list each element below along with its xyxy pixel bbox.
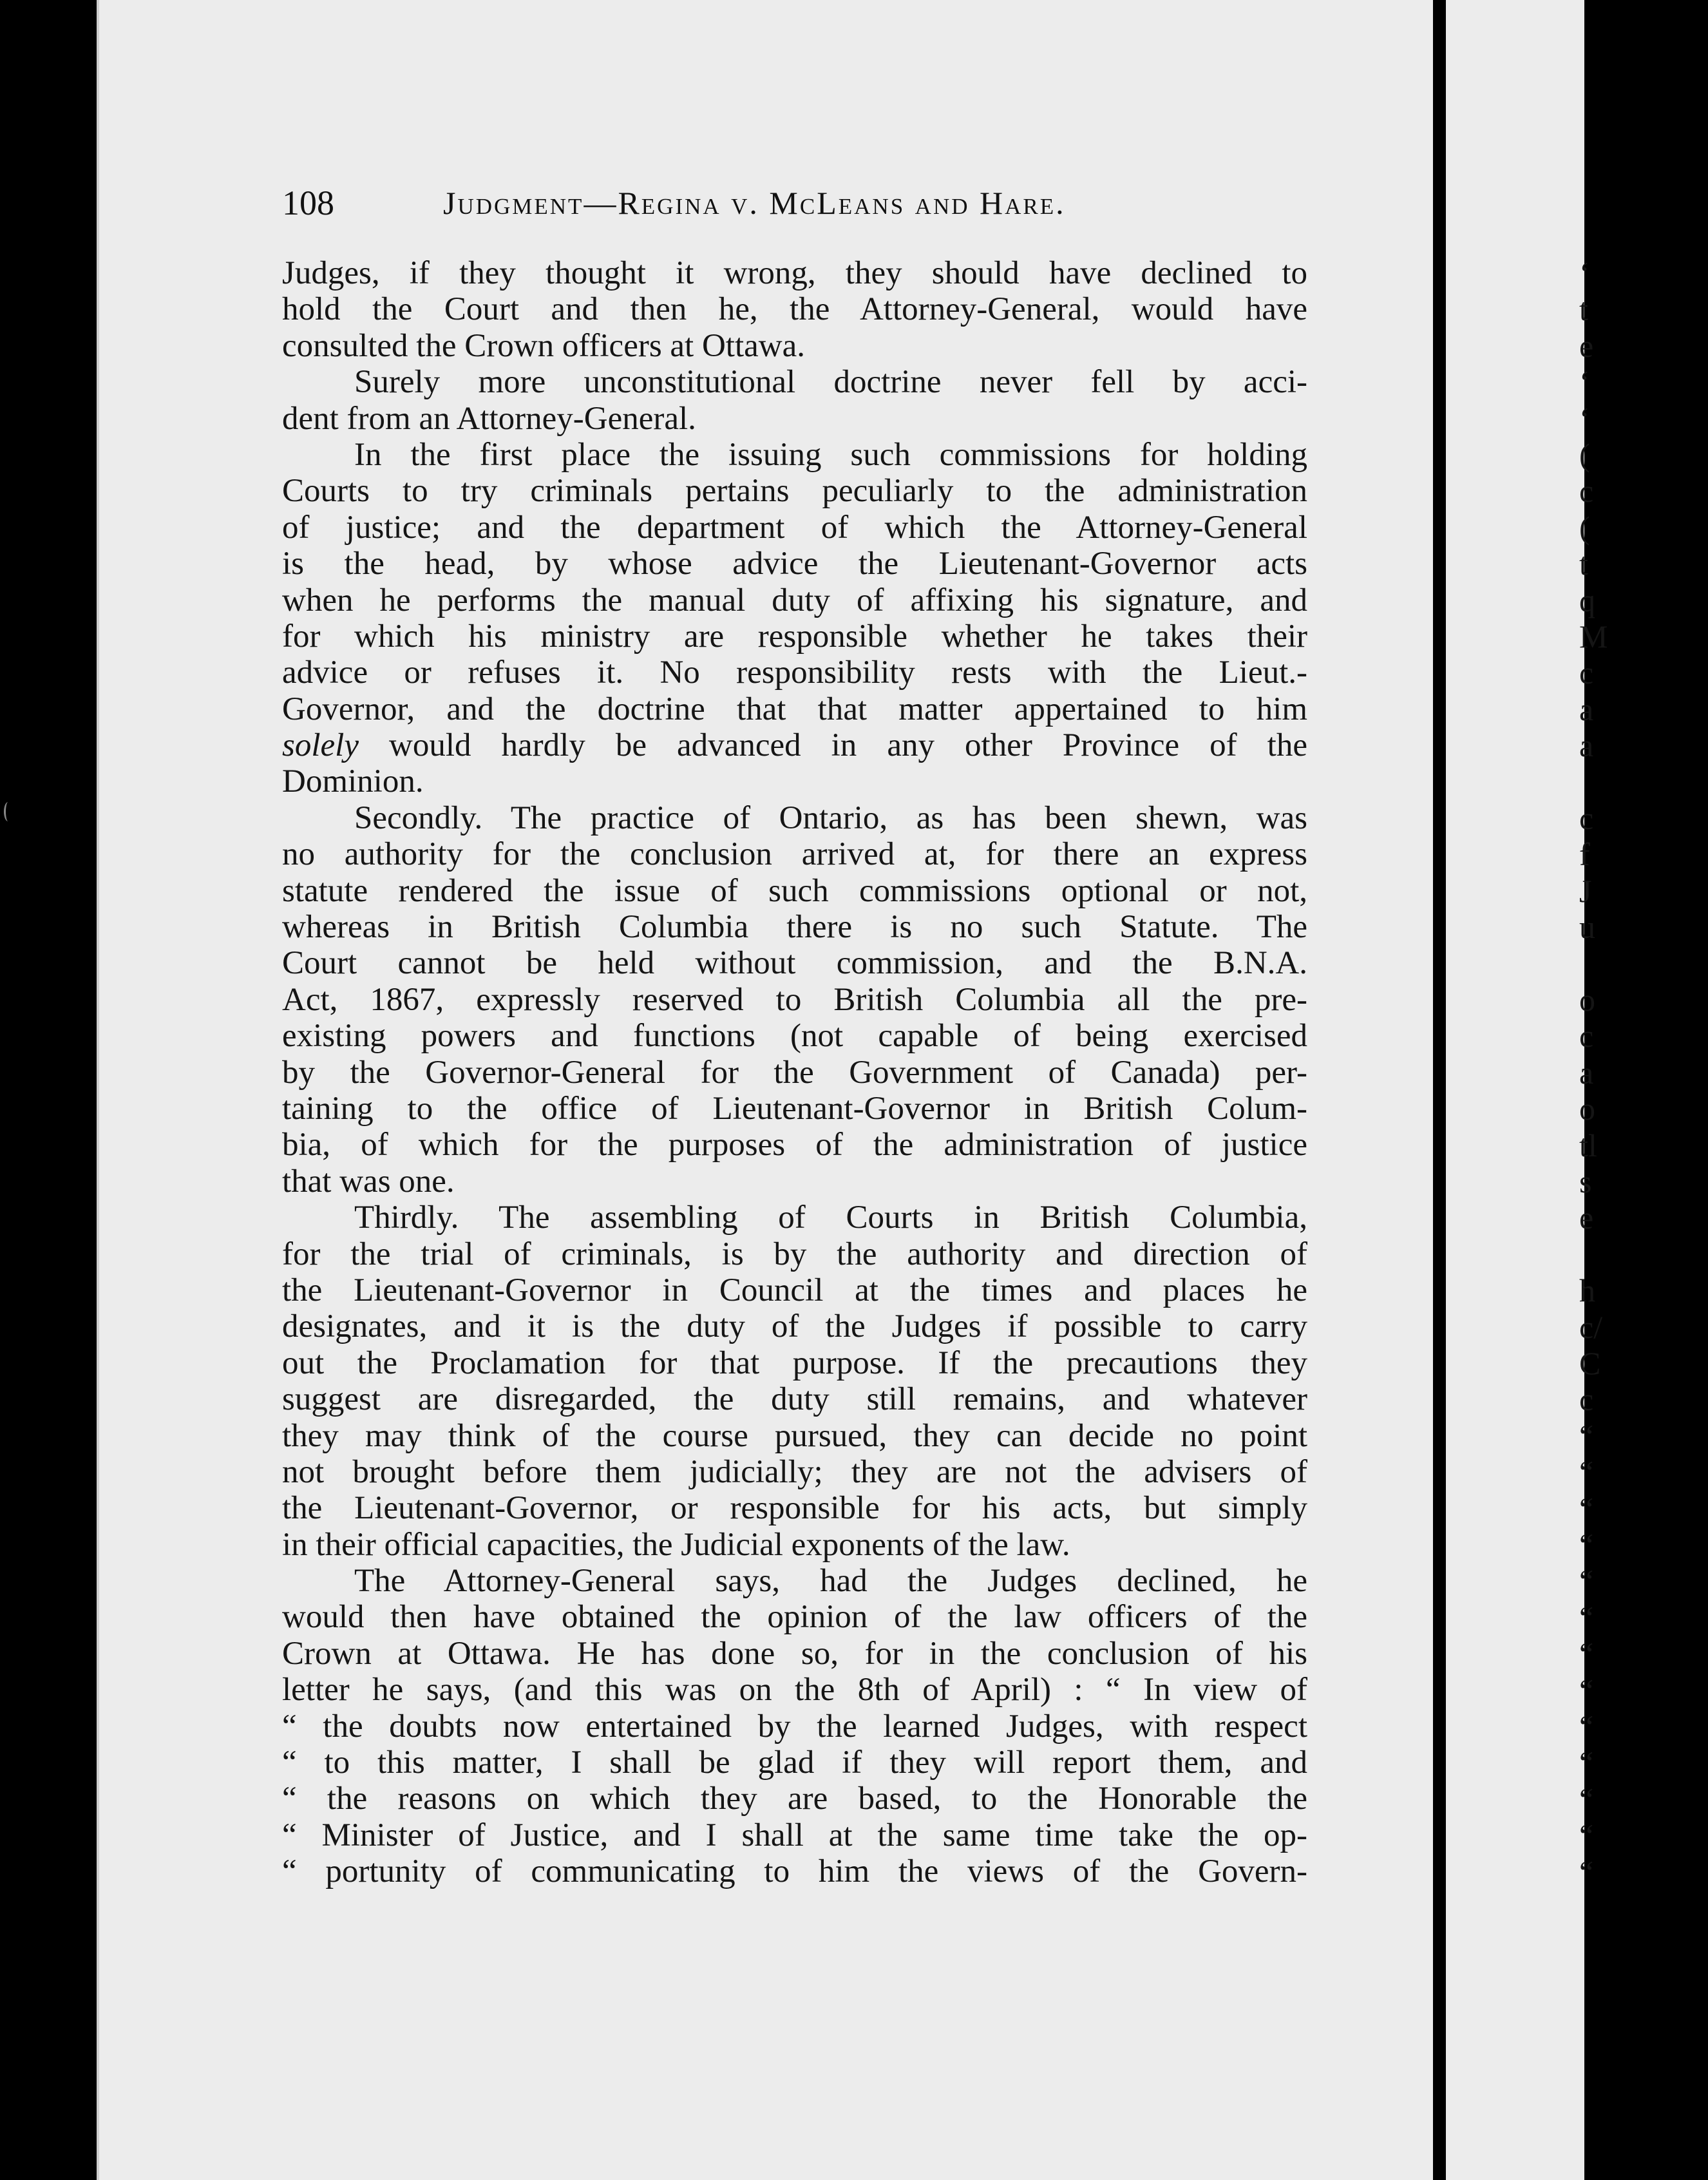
text-line: the Lieutenant-Governor in Council at the times and places he (282, 1272, 1307, 1308)
text-line: “ portunity of communicating to him the views of the Govern- (282, 1853, 1307, 1890)
text-line: for which his ministry are responsible whether he takes their (282, 618, 1307, 655)
facing-page-fragment: ‘ (1579, 400, 1590, 437)
facing-page-fragment: J (1579, 872, 1592, 909)
facing-page-edge (1446, 0, 1584, 2180)
facing-page-fragment: “ (1579, 1636, 1594, 1672)
text-line: Courts to try criminals pertains peculiarly to the administration (282, 473, 1307, 510)
facing-page-fragment: “ (1579, 1563, 1594, 1600)
facing-page-fragment: o (1579, 982, 1595, 1018)
text-line: they may think of the course pursued, they can decide no point (282, 1417, 1307, 1454)
facing-page-fragment: a (1579, 691, 1594, 727)
facing-page-fragment: a (1579, 1054, 1594, 1091)
text-line: not brought before them judicially; they are not the advisers of (282, 1453, 1307, 1490)
facing-page-fragment: q (1579, 582, 1595, 618)
facing-page-fragment: ( (1579, 509, 1590, 546)
text-line: consulted the Crown officers at Ottawa. (282, 327, 805, 364)
text-line: out the Proclamation for that purpose. If the precautions they (282, 1344, 1307, 1381)
text-line: letter he says, (and this was on the 8th of April) : “ In view of (282, 1672, 1307, 1708)
text-line: the Lieutenant-Governor, or responsible for his acts, but simply (282, 1490, 1307, 1527)
text-line: Secondly. The practice of Ontario, as has been shewn, was (354, 799, 1307, 836)
page-number: 108 (282, 184, 334, 222)
facing-page-fragment: s (1579, 1163, 1592, 1200)
text-line: solely would hardly be advanced in any other Province of the (282, 727, 1307, 764)
text-line: when he performs the manual duty of affixing his signature, and (282, 582, 1307, 618)
text-line: “ the reasons on which they are based, to the Honorable the (282, 1781, 1307, 1817)
text-line: Court cannot be held without commission, and the B.N.A. (282, 945, 1307, 982)
text-line: no authority for the conclusion arrived at, for there an express (282, 836, 1307, 873)
text-line: whereas in British Columbia there is no such Statute. The (282, 909, 1307, 946)
facing-page-fragment: e (1579, 1200, 1594, 1236)
facing-page-fragment: f (1579, 836, 1590, 873)
text-line: for the trial of criminals, is by the authority and direction of (282, 1236, 1307, 1272)
facing-page-fragment: c (1579, 1381, 1594, 1418)
text-line: “ the doubts now entertained by the learned Judges, with respect (282, 1708, 1307, 1745)
facing-page-fragment: “ (1579, 1672, 1594, 1708)
facing-page-fragment: ‘ (1579, 255, 1590, 291)
text-line: is the head, by whose advice the Lieutenant-Governor acts (282, 546, 1307, 582)
facing-page-fragment: “ (1579, 1454, 1594, 1491)
italic-word: solely (282, 727, 359, 764)
text-line: “ to this matter, I shall be glad if they will report them, and (282, 1745, 1307, 1781)
text-line: would then have obtained the opinion of the law officers of the (282, 1599, 1307, 1636)
facing-page-fragment: “ (1579, 1490, 1594, 1527)
facing-page-fragment: ‘ (1579, 364, 1590, 401)
text-line: that was one. (282, 1163, 455, 1200)
text-line: taining to the office of Lieutenant-Governor in British Colum- (282, 1090, 1307, 1127)
facing-page-fragment: “ (1579, 1853, 1594, 1890)
facing-page-fragment: c (1579, 655, 1594, 691)
text-line: suggest are disregarded, the duty still remains, and whatever (282, 1381, 1307, 1418)
text-line: The Attorney-General says, had the Judges declined, he (354, 1563, 1307, 1600)
scan-edge-mark (4, 802, 12, 821)
facing-page-fragment: “ (1579, 1708, 1594, 1745)
text-line: designates, and it is the duty of the Judges if possible to carry (282, 1308, 1307, 1345)
facing-page-fragment: “ (1579, 1417, 1594, 1454)
page-header (282, 174, 1313, 232)
running-head: Judgment—Regina v. McLeans and Hare. (443, 185, 1066, 221)
text-line: advice or refuses it. No responsibility rests with the Lieut.- (282, 655, 1307, 691)
facing-page-fragment: o (1579, 1091, 1595, 1127)
text-line: Surely more unconstitutional doctrine never fell by acci- (354, 364, 1307, 401)
text-line: “ Minister of Justice, and I shall at the same time take the op- (282, 1817, 1307, 1853)
text-line: Dominion. (282, 763, 424, 800)
text-line: In the first place the issuing such commissions for holding (354, 436, 1307, 473)
facing-page-fragment: tl (1579, 1127, 1597, 1163)
text-line: by the Governor-General for the Government of Canada) per- (282, 1054, 1307, 1091)
text-line: hold the Court and then he, the Attorney-General, would have (282, 291, 1307, 328)
text-line: Governor, and the doctrine that that matter appertained to him (282, 691, 1307, 727)
facing-page-fragment: “ (1579, 1599, 1594, 1636)
facing-page-fragment: “ (1579, 1781, 1594, 1817)
text-line: statute rendered the issue of such commissions optional or not, (282, 872, 1307, 909)
facing-page-fragment: M (1579, 618, 1608, 655)
text-line: Crown at Ottawa. He has done so, for in the conclusion of his (282, 1635, 1307, 1672)
facing-page-fragment: u (1579, 909, 1595, 946)
text-line: Act, 1867, expressly reserved to British Columbia all the pre- (282, 981, 1307, 1018)
facing-page-fragment: c (1579, 800, 1594, 836)
facing-page-fragment: c/ (1579, 1308, 1603, 1345)
facing-page-fragment: c (1579, 473, 1594, 510)
text-line: of justice; and the department of which the Attorney-General (282, 509, 1307, 546)
text-line: bia, of which for the purposes of the administration of justice (282, 1127, 1307, 1163)
text-line: in their official capacities, the Judicial exponents of the law. (282, 1526, 1070, 1563)
facing-page-fragment: h (1579, 1272, 1595, 1309)
text-line: existing powers and functions (not capable of being exercised (282, 1018, 1307, 1055)
body-text (282, 255, 1307, 1890)
page-gutter (1433, 0, 1446, 2180)
text-line: Thirdly. The assembling of Courts in British Columbia, (354, 1200, 1307, 1236)
text-line: dent from an Attorney-General. (282, 400, 696, 437)
facing-page-fragment: t (1579, 291, 1588, 328)
facing-page-fragment: e (1579, 327, 1594, 364)
facing-page-fragment: a (1579, 727, 1594, 764)
facing-page-fragment: C (1579, 1345, 1601, 1381)
facing-page-fragment: “ (1579, 1527, 1594, 1563)
text-line: Judges, if they thought it wrong, they should have declined to (282, 255, 1307, 291)
facing-page-fragment: ( (1579, 437, 1590, 473)
facing-page-fragment: c (1579, 1018, 1594, 1055)
facing-page-fragment: “ (1579, 1817, 1594, 1854)
facing-page-fragment: t (1579, 546, 1588, 582)
facing-page-fragment: “ (1579, 1745, 1594, 1781)
